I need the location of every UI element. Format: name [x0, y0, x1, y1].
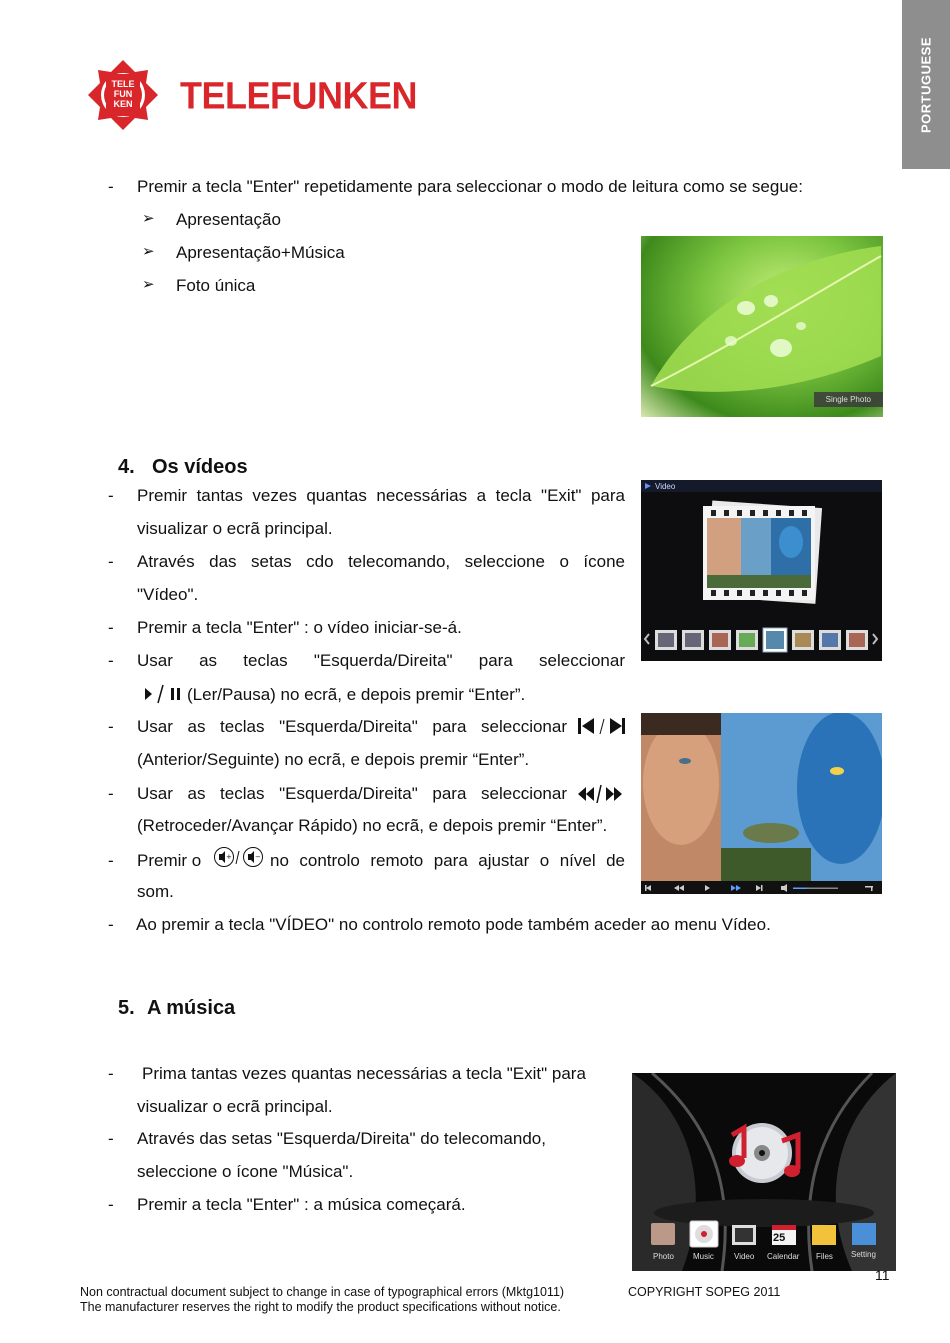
logo-text-2: FUN [113, 89, 133, 99]
telefunken-logo [86, 58, 160, 132]
svg-text:+: + [226, 853, 232, 861]
arrow-bullet-icon: ➢ [142, 243, 155, 260]
single-photo-screenshot [641, 236, 883, 417]
video-playback-screenshot [641, 713, 882, 894]
s4-item7-line2: som. [137, 882, 174, 901]
s4-item1-line2: visualizar o ecrã principal. [137, 519, 333, 538]
rewind-fast-forward-icon [576, 783, 626, 810]
footer-line2: The manufacturer reserves the right to modify the product specifications without notice. [80, 1300, 561, 1314]
s5-item3: Premir a tecla "Enter" : a música começará. [137, 1195, 466, 1214]
page-number: 11 [875, 1267, 890, 1283]
section5-number: 5. [118, 997, 135, 1019]
video-menu-screenshot [641, 480, 882, 661]
footer-copyright: COPYRIGHT SOPEG 2011 [628, 1285, 781, 1299]
dash-marker: - [108, 1195, 114, 1214]
s4-item1-line1: Premir tantas vezes quantas necessárias a tecla "Exit" para [137, 486, 625, 505]
s4-item5-line1: Usar as teclas "Esquerda/Direita" para seleccionar [137, 717, 567, 736]
dash-marker: - [108, 1064, 114, 1083]
menu-label-video: Video [734, 1252, 755, 1261]
dash-marker: - [108, 651, 114, 670]
dash-marker: - [108, 618, 114, 637]
logo-text-1: TELE [111, 79, 135, 89]
dash-marker: - [108, 915, 114, 934]
intro-line: Premir a tecla "Enter" repetidamente para seleccionar o modo de leitura como se segue: [137, 177, 803, 196]
calendar-day: 25 [773, 1232, 786, 1244]
previous-next-icon [577, 715, 627, 742]
music-menu-screenshot [632, 1073, 896, 1271]
s4-item7-prefix: Premir o [137, 851, 202, 870]
s4-item6-line2: (Retroceder/Avançar Rápido) no ecrã, e depois premir “Enter”. [137, 816, 608, 835]
s4-item4-line1: Usar as teclas "Esquerda/Direita" para seleccionar [137, 651, 625, 670]
dash-marker: - [108, 1129, 114, 1148]
section4-number: 4. [118, 456, 135, 478]
s4-item6-line1: Usar as teclas "Esquerda/Direita" para seleccionar [137, 784, 567, 803]
mode-slideshow: Apresentação [176, 210, 281, 229]
dash-marker: - [108, 552, 114, 571]
section4-heading: Os vídeos [152, 456, 248, 478]
s4-item4-line2: (Ler/Pausa) no ecrã, e depois premir “Enter”. [187, 685, 526, 704]
dash-marker: - [108, 717, 114, 736]
language-tab-label: PORTUGUESE [918, 36, 934, 133]
mode-single-photo: Foto única [176, 276, 256, 295]
s4-item7-line1: no controlo remoto para ajustar o nível de [270, 851, 625, 870]
dash-marker: - [108, 784, 114, 803]
play-pause-icon [143, 684, 183, 709]
video-menu-title: Video [655, 482, 676, 491]
s5-item1-line2: visualizar o ecrã principal. [137, 1097, 333, 1116]
language-tab [902, 0, 950, 169]
dash-marker: - [108, 177, 114, 196]
s5-item1-line1: Prima tantas vezes quantas necessárias a tecla "Exit" para [142, 1064, 586, 1083]
menu-label-files: Files [816, 1252, 833, 1261]
menu-label-music: Music [693, 1252, 714, 1261]
brand-name: TELEFUNKEN [180, 74, 417, 118]
svg-text:−: − [255, 853, 261, 861]
logo-text-3: KEN [113, 99, 133, 109]
s4-item2-line2: "Vídeo". [137, 585, 199, 604]
menu-label-photo: Photo [653, 1252, 674, 1261]
s5-item2-line1: Através das setas "Esquerda/Direita" do telecomando, [137, 1129, 546, 1148]
menu-label-setting: Setting [851, 1250, 876, 1259]
arrow-bullet-icon: ➢ [142, 210, 155, 227]
s4-item8: Ao premir a tecla "VÍDEO" no controlo remoto pode também aceder ao menu Vídeo. [136, 915, 771, 934]
dash-marker: - [108, 486, 114, 505]
menu-label-calendar: Calendar [767, 1252, 800, 1261]
mode-slideshow-music: Apresentação+Música [176, 243, 345, 262]
footer-line1: Non contractual document subject to change in case of typographical errors (Mktg1011) [80, 1285, 565, 1299]
s4-item5-line2: (Anterior/Seguinte) no ecrã, e depois premir “Enter”. [137, 750, 530, 769]
dash-marker: - [108, 851, 114, 870]
s4-item3: Premir a tecla "Enter" : o vídeo iniciar-se-á. [137, 618, 462, 637]
single-photo-label: Single Photo [814, 392, 883, 407]
s5-item2-line2: seleccione o ícone "Música". [137, 1162, 354, 1181]
s4-item2-line1: Através das setas cdo telecomando, seleccione o ícone [137, 552, 625, 571]
arrow-bullet-icon: ➢ [142, 276, 155, 293]
section5-heading: A música [147, 997, 236, 1019]
volume-up-down-icon [213, 846, 265, 873]
